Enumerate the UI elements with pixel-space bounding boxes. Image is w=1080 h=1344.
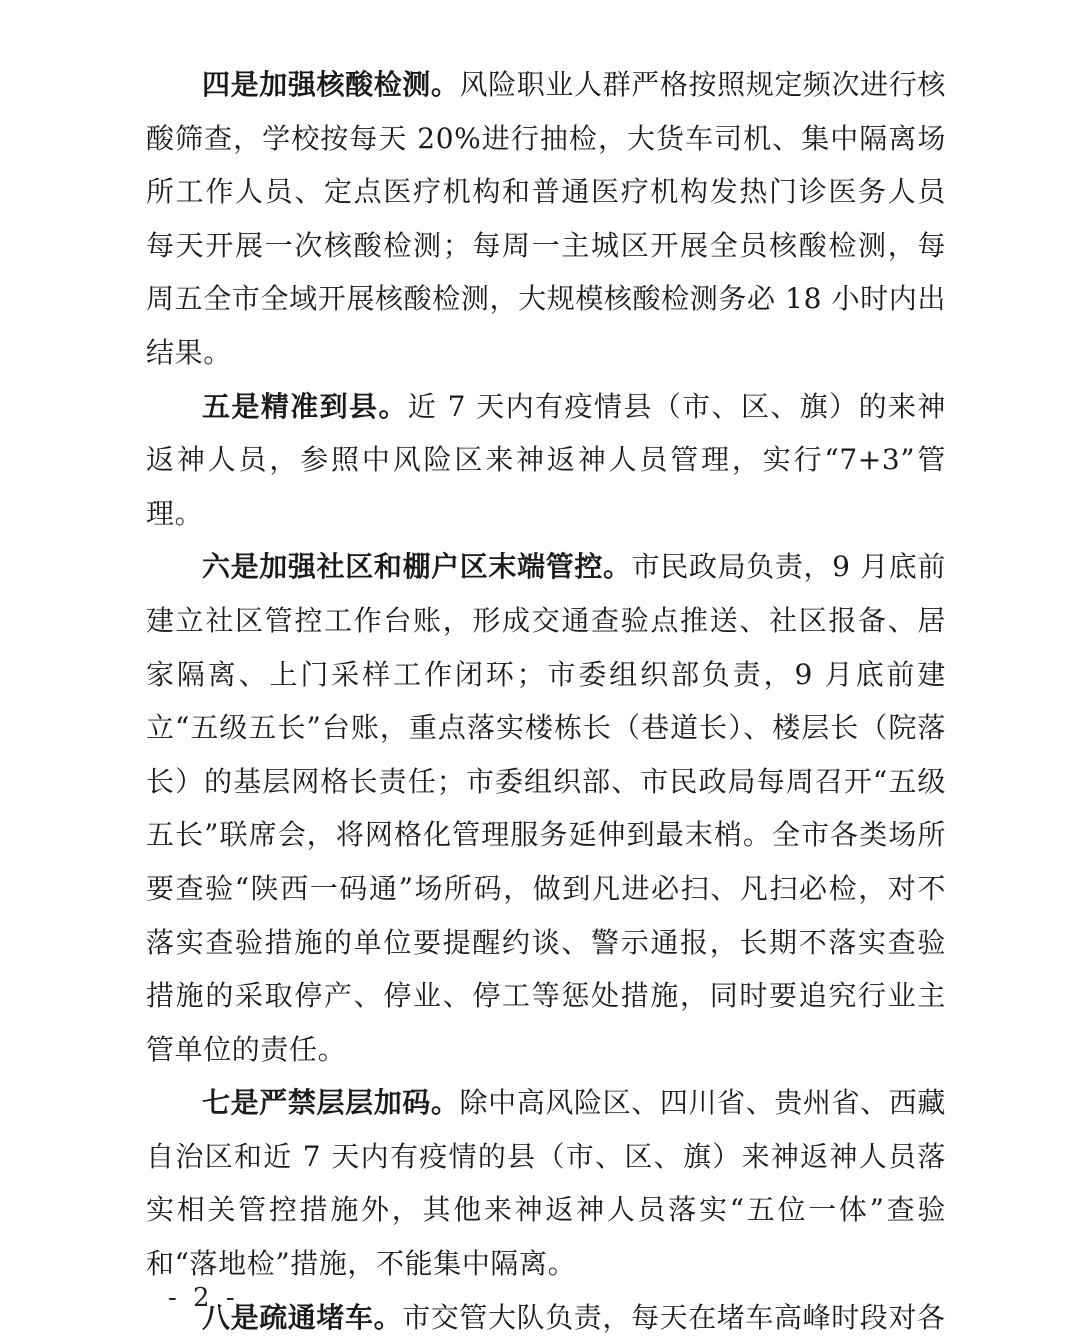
- paragraph-no-overreach: [146, 1076, 946, 1290]
- paragraph-community: [146, 540, 946, 1076]
- paragraph-body: 风险职业人群严格按照规定频次进行核酸筛查，学校按每天 20%进行抽检，大货车司机、集中隔离场所工作人员、定点医疗机构和普通医疗机构发热门诊医务人员每天开展一次核酸检测；每周一主城区开展全员核酸检测，每周五全市全域开展核酸检测，大规模核酸检测务必 18 小时内出结果。: [146, 68, 946, 369]
- paragraph-lead: 四是加强核酸检测。: [202, 68, 460, 101]
- paragraph-lead: 六是加强社区和棚户区末端管控。: [202, 550, 632, 584]
- paragraph-body: 市民政局负责，9 月底前建立社区管控工作台账，形成交通查验点推送、社区报备、居家隔离、上门采样工作闭环；市委组织部负责，9 月底前建立“五级五长”台账，重点落实楼栋长（巷道长）、楼层长（院落长）的基层网格长责任；市委组织部、市民政局每周召开“五级五长”联席会，将网格化管理服务延伸到最末梢。全市各类场所要查验“陕西一码通”场所码，做到凡进必扫、凡扫必检，对不落实查验措施的单位要提醒约谈、警示通报，长期不落实查验措施的采取停产、停业、停工等惩处措施，同时要追究行业主管单位的责任。: [146, 550, 946, 1066]
- paragraph-traffic: [146, 1291, 946, 1344]
- paragraph-lead: 七是严禁层层加码。: [202, 1086, 460, 1120]
- paragraph-body: 除中高风险区、四川省、贵州省、西藏自治区和近 7 天内有疫情的县（市、区、旗）来神返神人员落实相关管控措施外，其他来神返神人员落实“五位一体”查验和“落地检”措施，不能集中隔离。: [146, 1086, 946, 1281]
- page-number: - 2 -: [168, 1283, 239, 1313]
- paragraph-lead: 五是精准到县。: [202, 389, 408, 423]
- paragraph-lead: 八是疏通堵车。: [202, 1300, 403, 1334]
- paragraph-county: [146, 380, 946, 541]
- document-page: [146, 58, 946, 1344]
- paragraph-body: 近 7 天内有疫情县（市、区、旗）的来神返神人员，参照中风险区来神返神人员管理，实行“7+3”管理。: [146, 389, 947, 530]
- paragraph-testing: [146, 58, 946, 380]
- paragraph-body: 市交管大队负责，每天在堵车高峰时段对各: [402, 1300, 946, 1334]
